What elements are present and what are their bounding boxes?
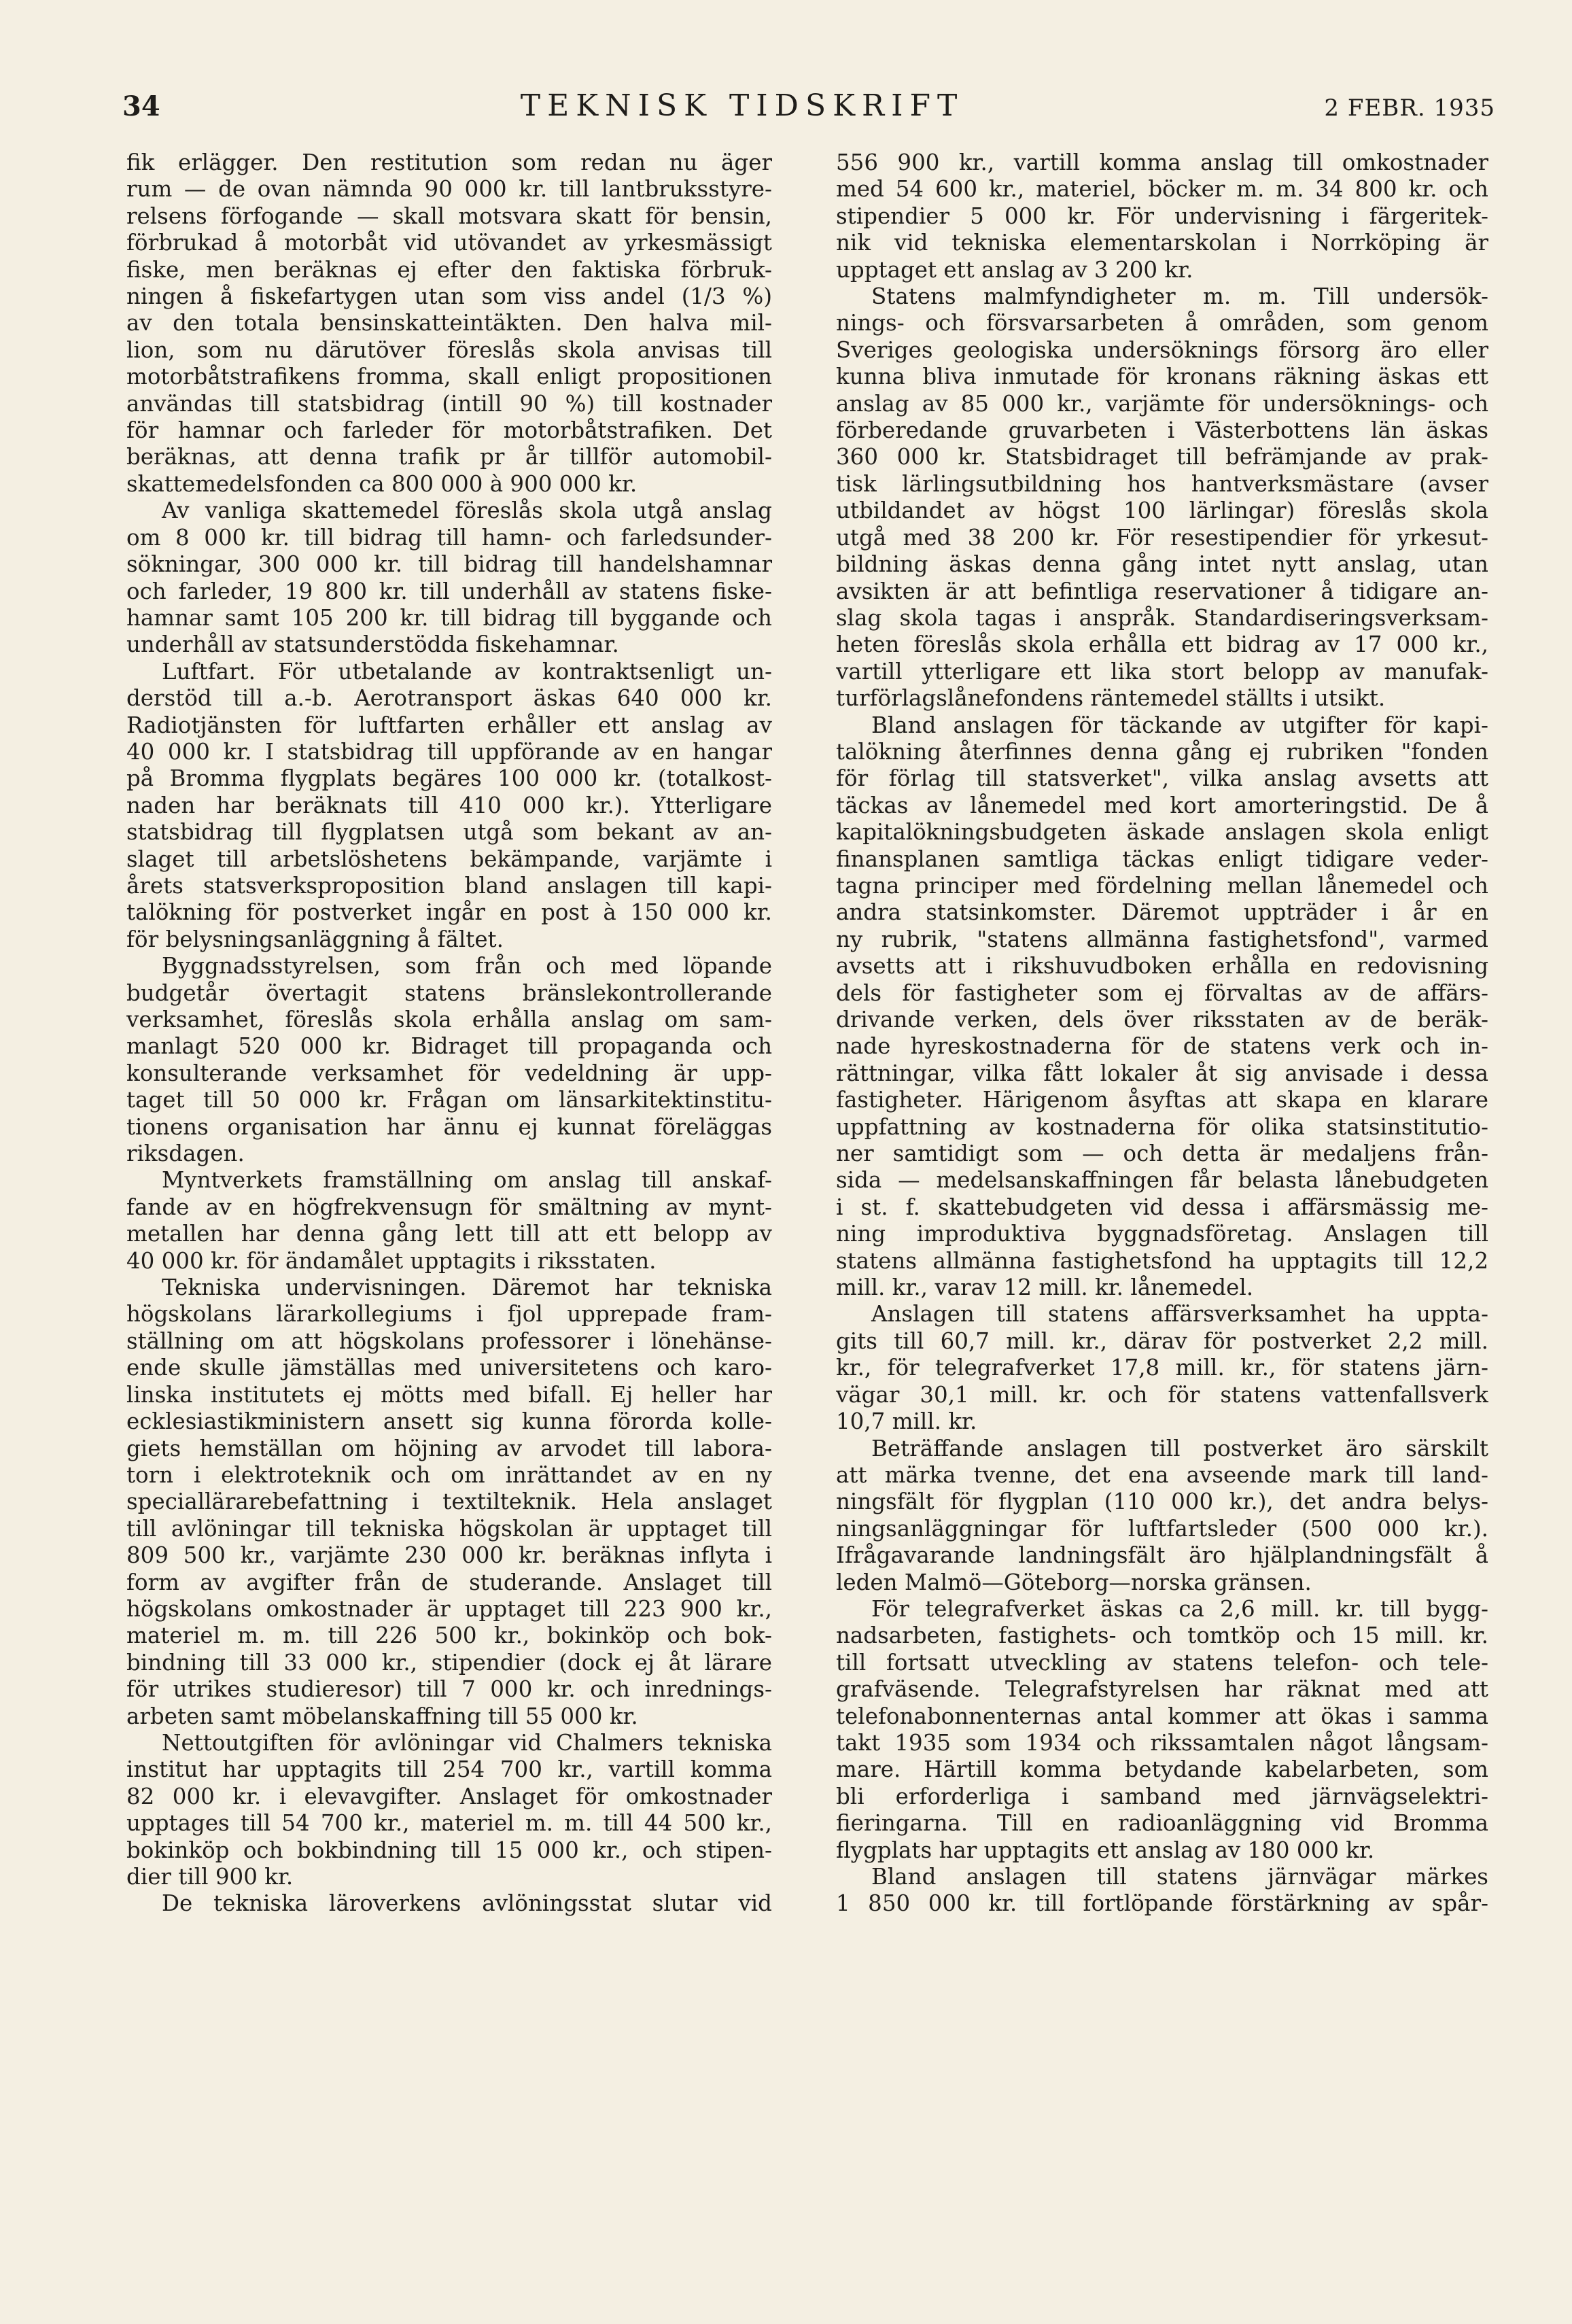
- text-line: av den totala bensinskatteintäkten. Den halva mil-: [126, 310, 772, 336]
- text-line: metallen har denna gång lett till att ett belopp av: [126, 1221, 772, 1247]
- text-line: i st. f. skattebudgeten vid dessa i affärsmässig me-: [836, 1194, 1488, 1220]
- text-line: tagna principer med fördelning mellan lånemedel och: [836, 872, 1488, 899]
- text-line: upptaget ett anslag av 3 200 kr.: [836, 256, 1193, 283]
- text-line: materiel m. m. till 226 500 kr., bokinköp och bok-: [126, 1623, 772, 1649]
- text-line: Radiotjänsten för luftfarten erhåller ett anslag av: [126, 712, 772, 738]
- text-line: ningsanläggningar för luftfartsleder (500 000 kr.).: [836, 1515, 1488, 1542]
- text-line: talökning för postverket ingår en post à 150 000 kr.: [126, 899, 772, 926]
- text-line: dels för fastigheter som ej förvaltas av de affärs-: [836, 979, 1488, 1006]
- text-line: 556 900 kr., vartill komma anslag till omkostnader: [836, 150, 1488, 175]
- text-line: fastigheter. Härigenom åsyftas att skapa en klarare: [836, 1087, 1488, 1113]
- right-text-column: [836, 150, 1488, 2270]
- text-line: statsbidrag till flygplatsen utgå som bekant av an-: [126, 819, 772, 846]
- text-line: kapitalökningsbudgeten äskade anslagen skola enligt: [836, 819, 1488, 846]
- text-line: mare. Härtill komma betydande kabelarbeten, som: [836, 1756, 1488, 1783]
- text-line: sökningar, 300 000 kr. till bidrag till handelshamnar: [126, 551, 772, 578]
- text-line: 10,7 mill. kr.: [836, 1408, 977, 1435]
- text-line: kr., för telegrafverket 17,8 mill. kr., för statens järn-: [836, 1355, 1488, 1381]
- issue-date: 2 FEBR. 1935: [1324, 94, 1495, 122]
- text-line: Tekniska undervisningen. Däremot har tekniska: [162, 1274, 772, 1301]
- text-line: ställning om att högskolans professorer i lönehänse-: [126, 1328, 772, 1354]
- text-line: statens allmänna fastighetsfond ha upptagits till 12,2: [836, 1247, 1488, 1274]
- text-line: 82 000 kr. i elevavgifter. Anslaget för omkostnader: [126, 1783, 772, 1809]
- text-line: heten föreslås skola erhålla ett bidrag av 17 000 kr.,: [836, 631, 1488, 658]
- text-line: relsens förfogande — skall motsvara skatt för bensin,: [126, 203, 772, 229]
- text-line: vartill ytterligare ett lika stort belopp av manufak-: [836, 658, 1488, 684]
- text-line: förberedande gruvarbeten i Västerbottens län äskas: [836, 417, 1488, 444]
- text-line: årets statsverksproposition bland anslagen till kapi-: [126, 872, 772, 899]
- text-line: slag skola tagas i anspråk. Standardiseringsverksam-: [836, 604, 1488, 631]
- text-line: användas till statsbidrag (intill 90 %) till kostnader: [126, 390, 772, 417]
- text-line: hamnar samt 105 200 kr. till bidrag till byggande och: [126, 604, 772, 631]
- text-line: 1 850 000 kr. till fortlöpande förstärkning av spår-: [836, 1890, 1488, 1917]
- text-line: 360 000 kr. Statsbidraget till befrämjande av prak-: [836, 444, 1488, 470]
- text-line: Bland anslagen för täckande av utgifter för kapi-: [871, 712, 1488, 738]
- left-text-column: [126, 150, 772, 2270]
- text-line: uppfattning av kostnaderna för olika statsinstitutio-: [836, 1113, 1488, 1140]
- text-line: tisk lärlingsutbildning hos hantverksmästare (avser: [836, 470, 1488, 497]
- text-line: Beträffande anslagen till postverket äro särskilt: [871, 1435, 1488, 1461]
- text-line: skattemedelsfonden ca 800 000 à 900 000 kr.: [126, 470, 637, 497]
- text-line: fieringarna. Till en radioanläggning vid Bromma: [836, 1810, 1488, 1837]
- text-line: giets hemställan om höjning av arvodet till labora-: [126, 1435, 772, 1461]
- text-line: upptages till 54 700 kr., materiel m. m. till 44 500 kr.,: [126, 1810, 772, 1837]
- text-line: leden Malmö—Göteborg—norska gränsen.: [836, 1569, 1312, 1595]
- text-line: om 8 000 kr. till bidrag till hamn- och farledsunder-: [126, 524, 772, 551]
- text-line: ningsfält för flygplan (110 000 kr.), det andra belys-: [836, 1489, 1488, 1515]
- text-line: För telegrafverket äskas ca 2,6 mill. kr. till bygg-: [871, 1595, 1488, 1622]
- text-line: talökning återfinnes denna gång ej rubriken "fonden: [836, 738, 1488, 765]
- text-line: bildning äskas denna gång intet nytt anslag, utan: [836, 551, 1488, 578]
- text-line: avsikten är att befintliga reservationer å tidigare an-: [836, 578, 1488, 604]
- text-line: Nettoutgiften för avlöningar vid Chalmers tekniska: [162, 1729, 772, 1756]
- text-line: ende skulle jämställas med universitetens och karo-: [126, 1355, 772, 1381]
- text-line: telefonabonnenternas antal kommer att ökas i samma: [836, 1703, 1488, 1729]
- text-line: för belysningsanläggning å fältet.: [126, 926, 504, 952]
- text-line: riksdagen.: [126, 1141, 245, 1167]
- text-line: kunna bliva inmutade för kronans räkning äskas ett: [836, 364, 1488, 390]
- text-line: konsulterande verksamhet för vedeldning är upp-: [126, 1060, 772, 1086]
- text-line: turförlagslånefondens räntemedel ställts i utsikt.: [836, 685, 1386, 712]
- text-line: ny rubrik, "statens allmänna fastighetsfond", varmed: [836, 926, 1488, 952]
- text-line: tionens organisation har ännu ej kunnat föreläggas: [126, 1113, 772, 1140]
- text-line: andra statsinkomster. Däremot uppträder i år en: [836, 899, 1488, 926]
- text-line: för utrikes studieresor) till 7 000 kr. och inrednings-: [126, 1676, 772, 1703]
- text-line: 809 500 kr., varjämte 230 000 kr. beräknas inflyta i: [126, 1542, 772, 1569]
- text-line: 40 000 kr. I statsbidrag till uppförande av en hangar: [126, 738, 772, 765]
- text-line: lion, som nu därutöver föreslås skola anvisas till: [126, 336, 772, 363]
- text-line: manlagt 520 000 kr. Bidraget till propaganda och: [126, 1033, 772, 1060]
- text-line: takt 1935 som 1934 och rikssamtalen något långsam-: [836, 1729, 1488, 1756]
- text-line: och farleder, 19 800 kr. till underhåll av statens fiske-: [126, 578, 772, 604]
- text-line: ningen å fiskefartygen utan som viss andel (1/3 %): [126, 283, 772, 310]
- text-line: ner samtidigt som — och detta är medaljens från-: [836, 1141, 1488, 1167]
- text-line: naden har beräknats till 410 000 kr.). Ytterligare: [126, 792, 772, 818]
- text-line: för förlag till statsverket", vilka anslag avsetts att: [836, 765, 1488, 792]
- text-line: nik vid tekniska elementarskolan i Norrköping är: [836, 230, 1488, 256]
- text-line: Av vanliga skattemedel föreslås skola utgå anslag: [162, 498, 772, 524]
- text-line: med 54 600 kr., materiel, böcker m. m. 34 800 kr. och: [836, 176, 1488, 203]
- text-line: Myntverkets framställning om anslag till anskaf-: [162, 1167, 772, 1194]
- text-line: Ifrågavarande landningsfält äro hjälplandningsfält å: [836, 1542, 1488, 1569]
- text-line: bli erforderliga i samband med järnvägselektri-: [836, 1783, 1488, 1809]
- text-line: avsetts att i rikshuvudboken erhålla en redovisning: [836, 953, 1488, 979]
- text-line: linska institutets ej mötts med bifall. Ej heller har: [126, 1381, 772, 1408]
- text-line: form av avgifter från de studerande. Anslaget till: [126, 1569, 772, 1595]
- text-line: fik erlägger. Den restitution som redan nu äger: [126, 150, 772, 175]
- text-line: finansplanen samtliga täckas enligt tidigare veder-: [836, 846, 1488, 872]
- text-line: nade hyreskostnaderna för de statens verk och in-: [836, 1033, 1488, 1060]
- text-line: Luftfart. För utbetalande av kontraktsenligt un-: [162, 658, 772, 684]
- text-line: utgå med 38 200 kr. För resestipendier för yrkesut-: [836, 524, 1488, 551]
- text-line: Byggnadsstyrelsen, som från och med löpande: [162, 953, 772, 979]
- text-line: 40 000 kr. för ändamålet upptagits i riksstaten.: [126, 1247, 657, 1274]
- text-line: ning improduktiva byggnadsföretag. Anslagen till: [836, 1221, 1488, 1247]
- text-line: rum — de ovan nämnda 90 000 kr. till lantbruksstyre-: [126, 176, 772, 203]
- text-line: gits till 60,7 mill. kr., därav för postverket 2,2 mill.: [836, 1328, 1488, 1354]
- text-line: stipendier 5 000 kr. För undervisning i färgeritek-: [836, 203, 1488, 229]
- text-line: De tekniska läroverkens avlöningsstat slutar vid: [162, 1890, 772, 1917]
- text-line: dier till 900 kr.: [126, 1864, 294, 1890]
- text-line: taget till 50 000 kr. Frågan om länsarkitektinstitu-: [126, 1087, 772, 1113]
- text-line: grafväsende. Telegrafstyrelsen har räknat med att: [836, 1676, 1488, 1703]
- text-line: anslag av 85 000 kr., varjämte för undersöknings- och: [836, 390, 1488, 417]
- text-line: täckas av lånemedel med kort amorteringstid. De å: [836, 792, 1488, 818]
- text-line: rättningar, vilka fått lokaler åt sig anvisade i dessa: [836, 1060, 1488, 1086]
- text-line: motorbåtstrafikens fromma, skall enligt propositionen: [126, 364, 772, 390]
- text-line: fiske, men beräknas ej efter den faktiska förbruk-: [126, 256, 772, 283]
- text-line: högskolans omkostnader är upptaget till 223 900 kr.,: [126, 1595, 772, 1622]
- text-line: till fortsatt utveckling av statens telefon- och tele-: [836, 1649, 1488, 1676]
- text-line: högskolans lärarkollegiums i fjol upprepade fram-: [126, 1301, 772, 1328]
- text-line: bindning till 33 000 kr., stipendier (dock ej åt lärare: [126, 1649, 772, 1676]
- text-line: nings- och försvarsarbeten å områden, som genom: [836, 310, 1488, 336]
- text-line: mill. kr., varav 12 mill. kr. lånemedel.: [836, 1274, 1254, 1301]
- text-line: arbeten samt möbelanskaffning till 55 000 kr.: [126, 1703, 638, 1729]
- journal-title: TEKNISK TIDSKRIFT: [520, 88, 964, 123]
- text-line: att märka tvenne, det ena avseende mark till land-: [836, 1461, 1488, 1488]
- text-line: på Bromma flygplats begäres 100 000 kr. (totalkost-: [126, 765, 772, 792]
- text-line: underhåll av statsunderstödda fiskehamnar.: [126, 631, 619, 658]
- text-line: Statens malmfyndigheter m. m. Till undersök-: [871, 283, 1488, 310]
- text-line: sida — medelsanskaffningen får belasta lånebudgeten: [836, 1167, 1488, 1194]
- text-line: vägar 30,1 mill. kr. och för statens vattenfallsverk: [836, 1381, 1488, 1408]
- text-line: bokinköp och bokbindning till 15 000 kr., och stipen-: [126, 1837, 772, 1863]
- text-line: flygplats har upptagits ett anslag av 180 000 kr.: [836, 1837, 1375, 1863]
- page-number: 34: [122, 90, 160, 122]
- text-line: budgetår övertagit statens bränslekontrollerande: [126, 979, 772, 1006]
- text-line: drivande verken, dels över riksstaten av de beräk-: [836, 1007, 1488, 1033]
- text-line: speciallärarebefattning i textilteknik. Hela anslaget: [126, 1489, 772, 1515]
- text-line: för hamnar och farleder för motorbåtstrafiken. Det: [126, 417, 772, 444]
- text-line: fande av en högfrekvensugn för smältning av mynt-: [126, 1194, 772, 1220]
- text-line: verksamhet, föreslås skola erhålla anslag om sam-: [126, 1007, 772, 1033]
- text-line: utbildandet av högst 100 lärlingar) föreslås skola: [836, 498, 1488, 524]
- text-line: förbrukad å motorbåt vid utövandet av yrkesmässigt: [126, 230, 772, 256]
- page-header: [122, 88, 1495, 136]
- text-line: derstöd till a.-b. Aerotransport äskas 640 000 kr.: [126, 685, 772, 712]
- text-line: nadsarbeten, fastighets- och tomtköp och 15 mill. kr.: [836, 1623, 1488, 1649]
- text-line: institut har upptagits till 254 700 kr., vartill komma: [126, 1756, 772, 1783]
- text-line: Bland anslagen till statens järnvägar märkes: [871, 1864, 1488, 1890]
- text-line: beräknas, att denna trafik pr år tillför automobil-: [126, 444, 772, 470]
- text-line: ecklesiastikministern ansett sig kunna förorda kolle-: [126, 1408, 772, 1435]
- text-line: Sveriges geologiska undersöknings försorg äro eller: [836, 336, 1488, 363]
- text-line: till avlöningar till tekniska högskolan är upptaget till: [126, 1515, 772, 1542]
- text-line: slaget till arbetslöshetens bekämpande, varjämte i: [126, 846, 772, 872]
- text-line: Anslagen till statens affärsverksamhet ha uppta-: [871, 1301, 1488, 1328]
- text-line: torn i elektroteknik och om inrättandet av en ny: [126, 1461, 772, 1488]
